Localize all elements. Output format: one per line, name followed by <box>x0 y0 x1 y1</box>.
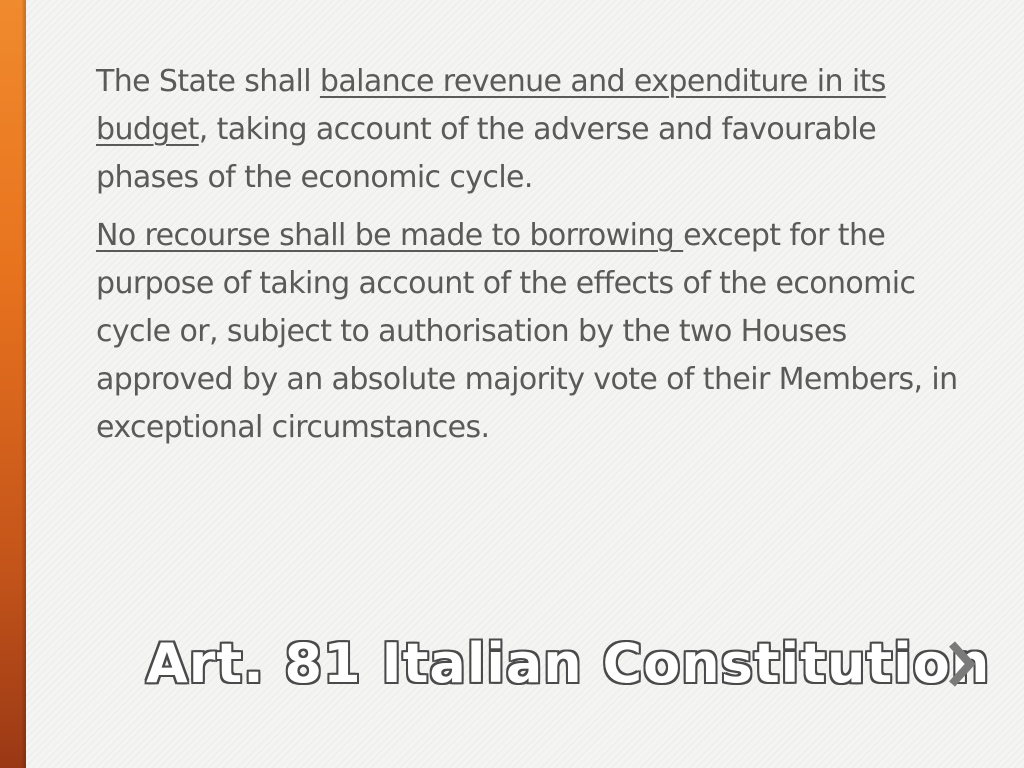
accent-side-bar <box>0 0 26 768</box>
slide-body-text <box>96 58 976 462</box>
paragraph-borrowing <box>96 212 976 452</box>
paragraph-balance <box>96 58 976 202</box>
paragraph-balance-lead: The State shall <box>96 64 320 99</box>
slide-title: Art. 81 Italian Constitution <box>146 632 991 695</box>
chevron-right-icon <box>938 636 984 692</box>
paragraph-borrowing-underlined: No recourse shall be made to borrowing <box>96 218 684 253</box>
next-slide-button[interactable] <box>938 636 984 692</box>
paragraph-borrowing-tail: except for the purpose of taking account of the effects of the economic cycle or, subject to authorisation by the two Houses approved by an absolute majority vote of their Members, in exceptional circumstances. <box>96 218 958 445</box>
paragraph-balance-tail: , taking account of the adverse and favourable phases of the economic cycle. <box>96 112 877 195</box>
paragraph-balance-underlined: balance revenue and expenditure in its budget <box>96 64 886 147</box>
